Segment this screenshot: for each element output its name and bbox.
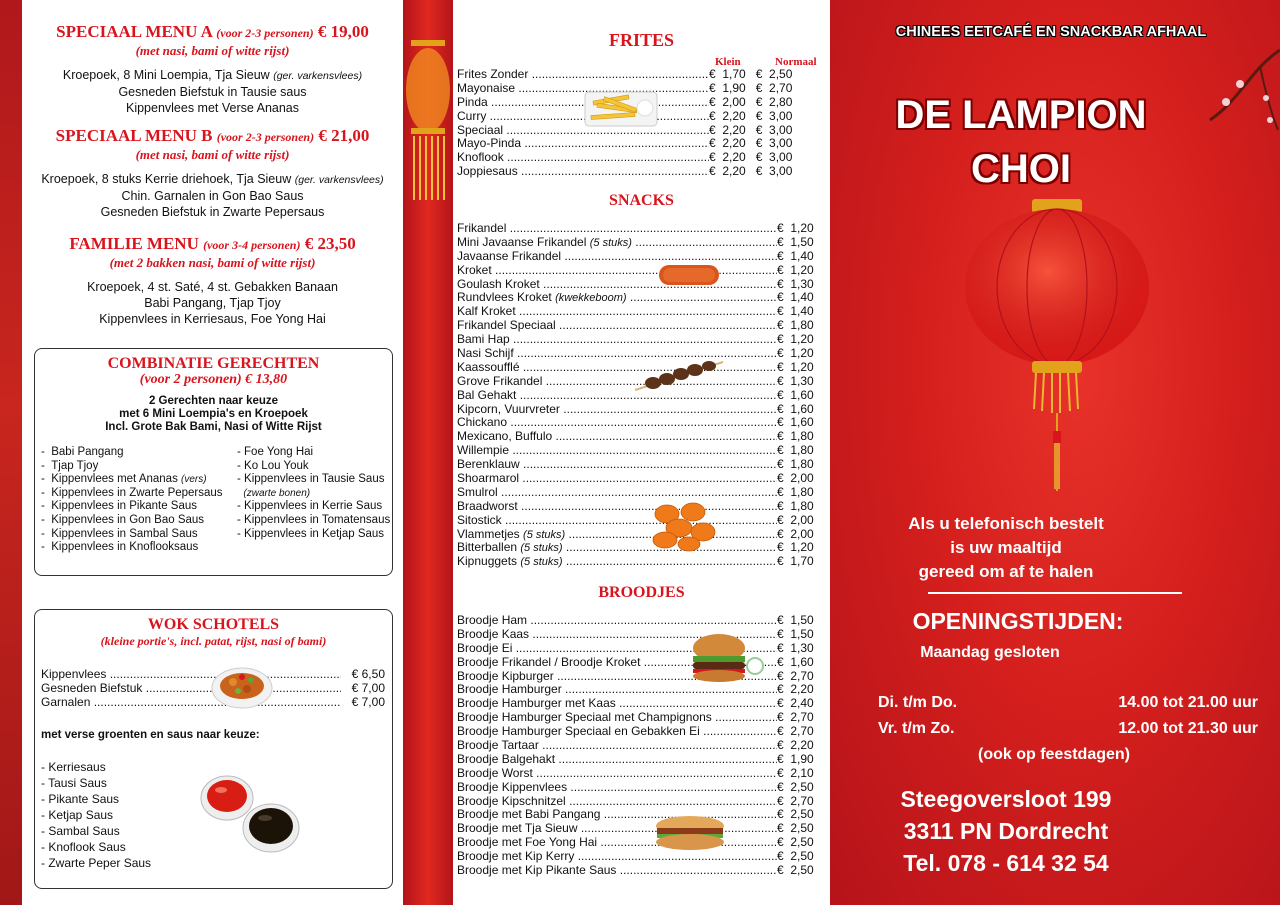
- sauce-bowls-image: [191, 770, 311, 860]
- wok-item: Gesneden Biefstuk ..... € 7,00: [41, 681, 385, 695]
- frites-col-normaal: Normaal: [775, 56, 817, 68]
- snacks-item: Vlammetjes (5 stuks) ..... € 2,00: [457, 528, 823, 542]
- menu-column-left: [22, 0, 403, 905]
- broodjes-item: Broodje Hamburger met Kaas ..... € 2,40: [457, 697, 823, 711]
- nuggets-image: [649, 500, 719, 552]
- brand-name: DE LAMPION CHOI: [895, 93, 1147, 191]
- snacks-item: Bami Hap ..... € 1,20: [457, 333, 823, 347]
- broodjes-item: Broodje Balgehakt ..... € 1,90: [457, 753, 823, 767]
- snacks-item: Berenklauw ..... € 1,80: [457, 458, 823, 472]
- combinatie-subtitle: (voor 2 personen) € 13,80: [139, 372, 288, 387]
- broodjes-title: BROODJES: [598, 584, 685, 601]
- snacks-item: Bal Gehakt ..... € 1,60: [457, 389, 823, 403]
- lantern-icon: [960, 195, 1155, 495]
- snacks-item: Kipnuggets (5 stuks) ..... € 1,70: [457, 555, 823, 569]
- address-block: Steegoversloot 199 3311 PN Dordrecht Tel. 078 - 614 32 54: [900, 786, 1112, 876]
- snacks-item: Javaanse Frikandel ..... € 1,40: [457, 250, 823, 264]
- snacks-item: Kaassoufflé ..... € 1,20: [457, 361, 823, 375]
- familie-menu-title: FAMILIE MENU (voor 3-4 personen) € 23,50: [69, 234, 356, 253]
- wok-item: Kippenvlees ..... € 6,50: [41, 667, 385, 681]
- frites-item: Curry ..... € 2,20 € 3,00: [457, 110, 823, 124]
- menu-b-title: SPECIAAL MENU B (voor 2-3 personen) € 21,00: [55, 126, 370, 145]
- mini-lantern-icon: [405, 30, 451, 210]
- holidays-note: (ook op feestdagen): [977, 746, 1130, 763]
- broodjes-item: Broodje Kippenvlees ..... € 2,50: [457, 781, 823, 795]
- snacks-item: Kipcorn, Vuurvreter ..... € 1,60: [457, 403, 823, 417]
- frites-item: Mayo-Pinda ..... € 2,20 € 3,00: [457, 137, 823, 151]
- broodjes-item: Broodje met Kip Pikante Saus ..... € 2,50: [457, 864, 823, 878]
- hours-row: Vr. t/m Zo. 12.00 tot 21.30 uur: [878, 720, 1258, 737]
- broodjes-item: Broodje met Kip Kerry ..... € 2,50: [457, 850, 823, 864]
- hours-row: Di. t/m Do. 14.00 tot 21.00 uur: [878, 694, 1258, 711]
- snacks-item: Frikandel Speciaal ..... € 1,80: [457, 319, 823, 333]
- frites-item: Knoflook ..... € 2,20 € 3,00: [457, 151, 823, 165]
- kroket-image: [657, 262, 721, 288]
- broodjes-item: Broodje Kaas ..... € 1,50: [457, 628, 823, 642]
- snacks-item: Mini Javaanse Frikandel (5 stuks) ..... € 1,50: [457, 236, 823, 250]
- frites-item: Pinda ..... € 2,00 € 2,80: [457, 96, 823, 110]
- hamburger-image: [685, 630, 765, 684]
- familie-menu-lines: Kroepoek, 4 st. Saté, 4 st. Gebakken Banaan Babi Pangang, Tjap Tjoy Kippenvlees in Kerriesaus, Foe Yong Hai: [87, 280, 338, 326]
- snacks-item: Chickano ..... € 1,60: [457, 416, 823, 430]
- snacks-item: Sitostick ..... € 2,00: [457, 514, 823, 528]
- broodjes-item: Broodje met Foe Yong Hai ..... € 2,50: [457, 836, 823, 850]
- snacks-title: SNACKS: [609, 192, 674, 209]
- broodjes-item: Broodje Ham ..... € 1,50: [457, 614, 823, 628]
- snacks-item: Goulash Kroket ..... € 1,30: [457, 278, 823, 292]
- opening-hours-title: OPENINGSTIJDEN:: [912, 608, 1124, 634]
- menu-a-lines: Kroepoek, 8 Mini Loempia, Tja Sieuw (ger. varkensvlees) Gesneden Biefstuk in Tausie saus Kippenvlees met Verse Ananas: [62, 68, 363, 115]
- speciaal-menu-a: [22, 22, 403, 116]
- broodjes-item: Broodje Hamburger ..... € 2,20: [457, 683, 823, 697]
- snacks-item: Kroket ..... € 1,20: [457, 264, 823, 278]
- wok-sauce-list: - Kerriesaus - Tausi Saus - Pikante Saus - Ketjap Saus - Sambal Saus - Knoflook Saus - Zwarte Peper Saus: [41, 760, 152, 870]
- sate-image: [631, 356, 727, 396]
- broodjes-item: Broodje Kipburger ..... € 2,70: [457, 670, 823, 684]
- broodjes-item: Broodje met Babi Pangang ..... € 2,50: [457, 808, 823, 822]
- familie-menu-subtitle: (met 2 bakken nasi, bami of witte rijst): [109, 255, 316, 270]
- frites-item: Speciaal ..... € 2,20 € 3,00: [457, 124, 823, 138]
- broodjes-item: Broodje Frikandel / Broodje Kroket ..... € 1,60: [457, 656, 823, 670]
- broodjes-item: Broodje met Tja Sieuw ..... € 2,50: [457, 822, 823, 836]
- combinatie-list-left: - Babi Pangang - Tjap Tjoy - Kippenvlees met Ananas (vers) - Kippenvlees in Zwarte Pepersaus - Kippenvlees in Pikante Saus - Kippenvlees in Gon Bao Saus - Kippenvlees in Sambal Saus - Kippenvlees in Knoflooksaus: [41, 446, 223, 554]
- snacks-item: Grove Frikandel ..... € 1,30: [457, 375, 823, 389]
- snacks-item: Bitterballen (5 stuks) ..... € 1,20: [457, 541, 823, 555]
- snacks-item: Willempie ..... € 1,80: [457, 444, 823, 458]
- menu-a-subtitle: (met nasi, bami of witte rijst): [135, 43, 290, 58]
- snacks-item: Shoarmarol ..... € 2,00: [457, 472, 823, 486]
- snacks-item: Rundvlees Kroket (kwekkeboom) ..... € 1,40: [457, 291, 823, 305]
- menu-b-subtitle: (met nasi, bami of witte rijst): [135, 147, 290, 162]
- broodjes-price-list: [457, 614, 823, 878]
- familie-menu: [22, 234, 403, 327]
- tagline: CHINEES EETCAFÉ EN SNACKBAR AFHAAL: [895, 24, 1207, 40]
- snacks-item: Smulrol ..... € 1,80: [457, 486, 823, 500]
- frites-title: FRITES: [608, 30, 675, 50]
- fries-image: [583, 86, 659, 128]
- menu-b-lines: Kroepoek, 8 stuks Kerrie driehoek, Tja Sieuw (ger. varkensvlees) Chin. Garnalen in Gon Bao Saus Gesneden Biefstuk in Zwarte Pepersaus: [41, 172, 384, 219]
- snacks-item: Kalf Kroket ..... € 1,40: [457, 305, 823, 319]
- broodjes-item: Broodje Ei ..... € 1,30: [457, 642, 823, 656]
- wok-title: WOK SCHOTELS: [147, 616, 280, 633]
- frites-col-klein: Klein: [715, 56, 741, 68]
- phone-order-notice: Als u telefonisch bestelt is uw maaltijd gereed om af te halen: [908, 514, 1104, 581]
- broodjes-item: Broodje Hamburger Speciaal en Gebakken Ei ..... € 2,70: [457, 725, 823, 739]
- closed-day-note: Maandag gesloten: [920, 644, 1060, 661]
- menu-column-middle: [453, 0, 830, 905]
- wok-schotels-box: [34, 609, 393, 889]
- frites-item: Joppiesaus ..... € 2,20 € 3,00: [457, 165, 823, 179]
- frites-item: Frites Zonder ..... € 1,70 € 2,50: [457, 68, 823, 82]
- broodjes-item: Broodje Kipschnitzel ..... € 2,70: [457, 795, 823, 809]
- broodjes-item: Broodje Hamburger Speciaal met Champignons ..... € 2,70: [457, 711, 823, 725]
- broodje-image: [653, 812, 727, 852]
- info-panel-right: [830, 0, 1280, 905]
- snacks-item: Frikandel ..... € 1,20: [457, 222, 823, 236]
- wok-groenten-note: met verse groenten en saus naar keuze:: [41, 729, 260, 741]
- combinatie-lists: [35, 446, 392, 555]
- opening-hours: [878, 690, 1258, 768]
- snacks-item: Mexicano, Buffulo ..... € 1,80: [457, 430, 823, 444]
- broodjes-item: Broodje Tartaar ..... € 2,20: [457, 739, 823, 753]
- combinatie-list-right: - Foe Yong Hai - Ko Lou Youk - Kippenvlees in Tausie Saus (zwarte bonen) - Kippenvlees in Kerrie Saus - Kippenvlees in Tomatensaus - Kippenvlees in Ketjap Saus: [237, 446, 391, 540]
- frites-item: Mayonaise ..... € 1,90 € 2,70: [457, 82, 823, 96]
- broodjes-item: Broodje Worst ..... € 2,10: [457, 767, 823, 781]
- combinatie-description: 2 Gerechten naar keuze met 6 Mini Loempia's en Kroepoek Incl. Grote Bak Bami, Nasi of Witte Rijst: [105, 395, 322, 433]
- speciaal-menu-b: [22, 126, 403, 220]
- left-decor-strip: [0, 0, 22, 905]
- combinatie-box: [34, 348, 393, 576]
- snacks-item: Braadworst ..... € 1,80: [457, 500, 823, 514]
- divider: [928, 592, 1182, 594]
- wok-subtitle: (kleine portie's, incl. patat, rijst, nasi of bami): [100, 634, 327, 648]
- combinatie-title: COMBINATIE GERECHTEN: [107, 355, 320, 372]
- menu-a-title: SPECIAAL MENU A (voor 2-3 personen) € 19,00: [56, 22, 369, 41]
- wok-item: Garnalen ..... € 7,00: [41, 695, 385, 709]
- snacks-item: Nasi Schijf ..... € 1,20: [457, 347, 823, 361]
- wok-dish-image: [211, 662, 273, 710]
